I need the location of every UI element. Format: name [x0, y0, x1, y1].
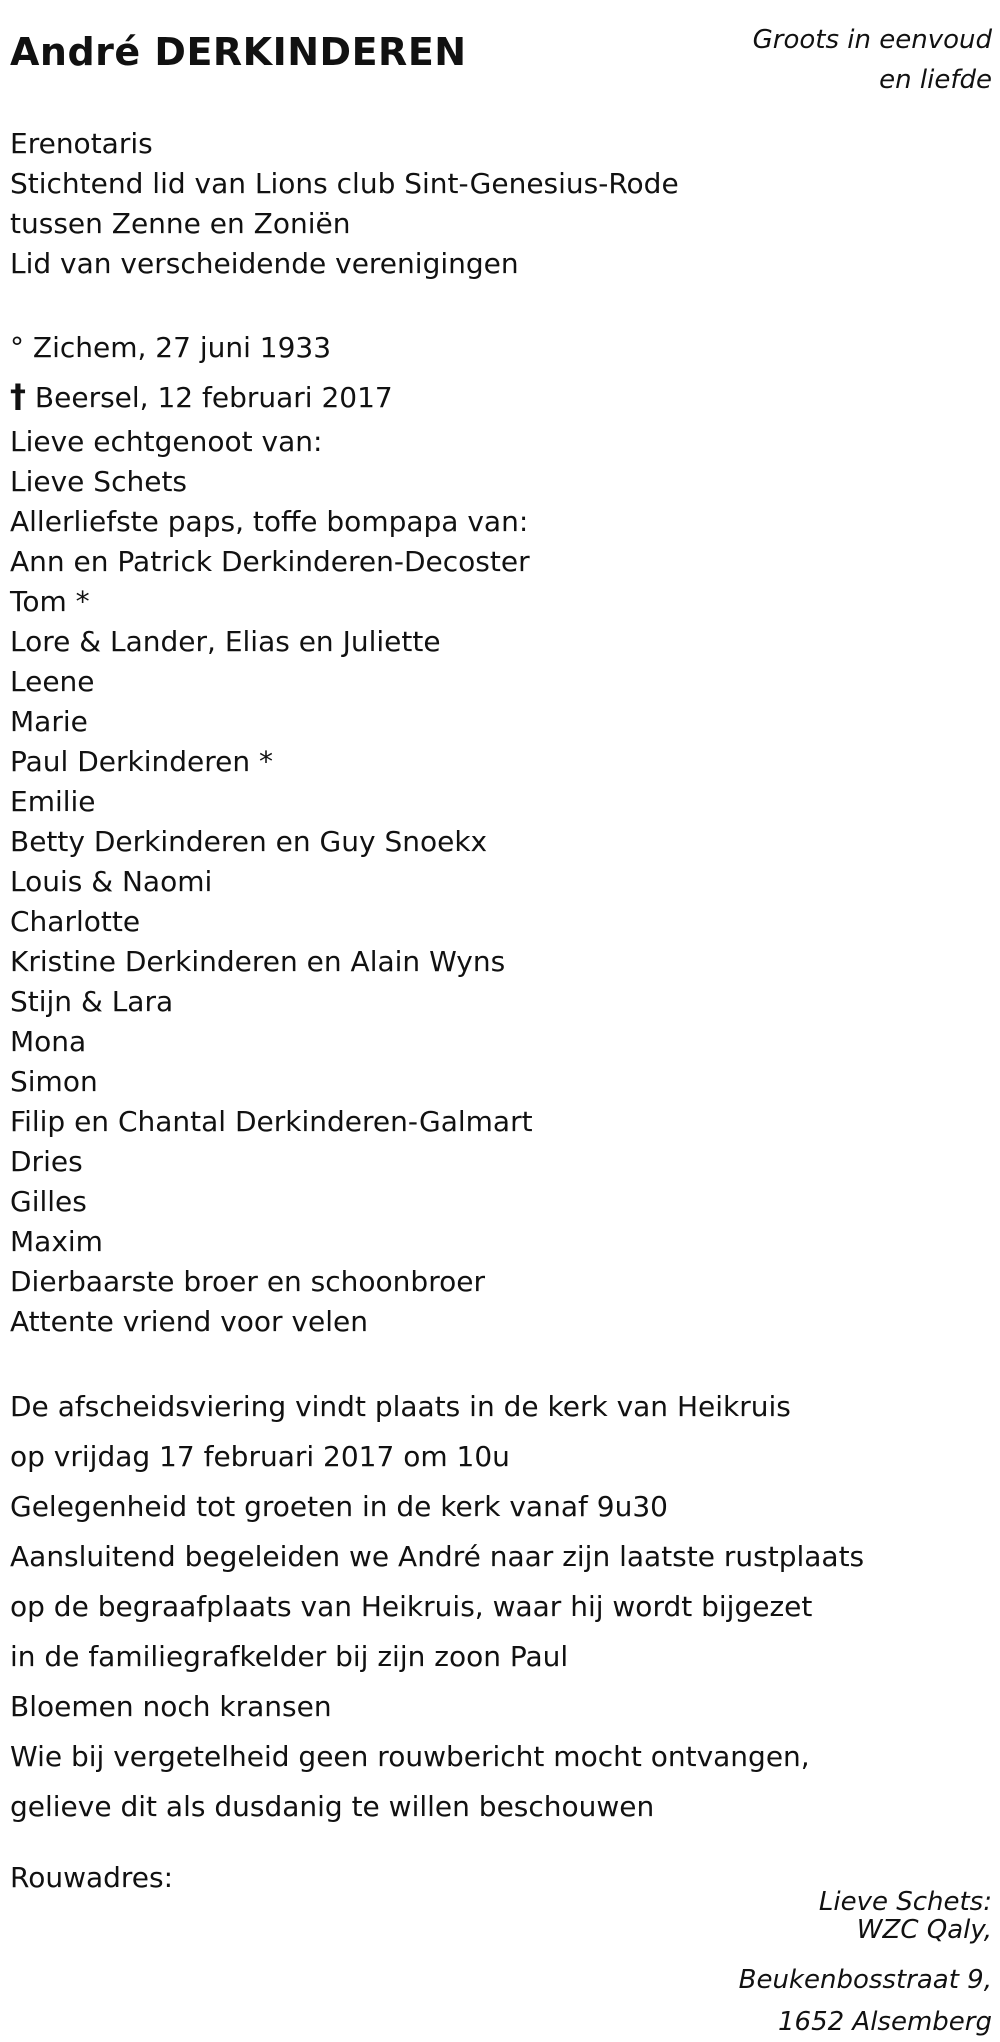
- family-line: Tom *: [10, 585, 90, 618]
- family-list: [10, 422, 533, 1342]
- title-line: Stichtend lid van Lions club Sint-Genesius-Rode: [10, 167, 679, 200]
- family-line: Maxim: [10, 1225, 103, 1258]
- family-line: Lieve Schets: [10, 465, 188, 498]
- family-line: Stijn & Lara: [10, 985, 174, 1018]
- birth-symbol: °: [10, 331, 24, 364]
- family-line: Simon: [10, 1065, 98, 1098]
- ceremony-line: Aansluitend begeleiden we André naar zijn laatste rustplaats: [10, 1540, 865, 1573]
- family-line: Betty Derkinderen en Guy Snoekx: [10, 825, 488, 858]
- family-line: Leene: [10, 665, 95, 698]
- ceremony-line: Gelegenheid tot groeten in de kerk vanaf 9u30: [10, 1490, 668, 1523]
- death-line: [10, 372, 393, 422]
- family-line: Attente vriend voor velen: [10, 1305, 368, 1338]
- birth-date: Zichem, 27 juni 1933: [32, 331, 332, 364]
- family-line: Mona: [10, 1025, 87, 1058]
- death-date: Beersel, 12 februari 2017: [34, 381, 393, 414]
- family-line: Allerliefste paps, toffe bompapa van:: [10, 505, 529, 538]
- ceremony-line: Wie bij vergetelheid geen rouwbericht mocht ontvangen,: [10, 1740, 810, 1773]
- family-line: Lieve echtgenoot van:: [10, 425, 323, 458]
- family-line: Charlotte: [10, 905, 141, 938]
- family-line: Kristine Derkinderen en Alain Wyns: [10, 945, 506, 978]
- address-line: WZC Qaly,: [856, 1915, 992, 1945]
- address-line: Beukenbosstraat 9,: [738, 1965, 992, 1995]
- mourning-address: [492, 1888, 992, 2042]
- titles-list: [10, 124, 679, 284]
- family-line: Emilie: [10, 785, 96, 818]
- ceremony-line: gelieve dit als dusdanig te willen beschouwen: [10, 1790, 655, 1823]
- family-line: Dierbaarste broer en schoonbroer: [10, 1265, 485, 1298]
- address-line: Lieve Schets:: [818, 1887, 992, 1917]
- motto-line: Groots in eenvoud: [752, 25, 992, 55]
- family-line: Marie: [10, 705, 88, 738]
- family-line: Dries: [10, 1145, 83, 1178]
- family-line: Filip en Chantal Derkinderen-Galmart: [10, 1105, 533, 1138]
- title-line: Erenotaris: [10, 127, 153, 160]
- address-line: 1652 Alsemberg: [777, 2007, 992, 2037]
- ceremony-details: [10, 1382, 864, 1832]
- ceremony-line: De afscheidsviering vindt plaats in de kerk van Heikruis: [10, 1390, 791, 1423]
- family-line: Lore & Lander, Elias en Juliette: [10, 625, 441, 658]
- motto: [592, 20, 992, 100]
- life-dates: [10, 324, 393, 422]
- ceremony-line: op vrijdag 17 februari 2017 om 10u: [10, 1440, 510, 1473]
- deceased-name: André DERKINDEREN: [10, 30, 467, 74]
- mourning-address-label: Rouwadres:: [10, 1861, 174, 1894]
- family-line: Paul Derkinderen *: [10, 745, 274, 778]
- motto-line: en liefde: [879, 65, 992, 95]
- birth-line: [10, 324, 393, 372]
- cross-icon: †: [10, 377, 26, 415]
- ceremony-line: in de familiegrafkelder bij zijn zoon Paul: [10, 1640, 569, 1673]
- family-line: Ann en Patrick Derkinderen-Decoster: [10, 545, 530, 578]
- ceremony-line: op de begraafplaats van Heikruis, waar hij wordt bijgezet: [10, 1590, 813, 1623]
- family-line: Gilles: [10, 1185, 87, 1218]
- ceremony-line: Bloemen noch kransen: [10, 1690, 332, 1723]
- family-line: Louis & Naomi: [10, 865, 213, 898]
- title-line: tussen Zenne en Zoniën: [10, 207, 351, 240]
- title-line: Lid van verscheidende verenigingen: [10, 247, 519, 280]
